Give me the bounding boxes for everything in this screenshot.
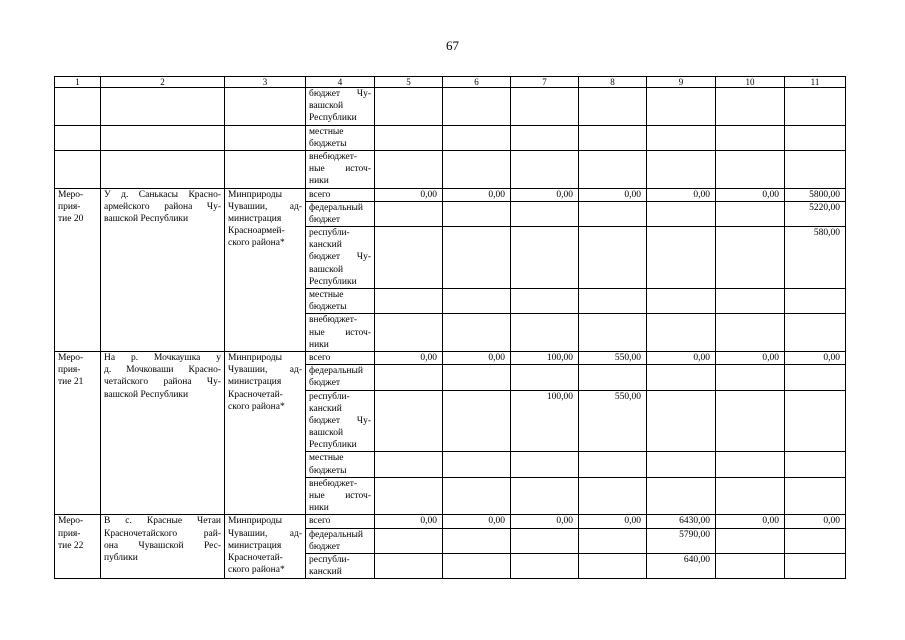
cell-line: бюджет Чу- (309, 89, 371, 99)
cell-line: вашской (309, 101, 344, 112)
column-number: 6 (443, 77, 511, 88)
amount-cell (375, 227, 443, 289)
amount-cell (579, 528, 647, 553)
amount-cell (785, 477, 846, 515)
amount-cell: 0,00 (375, 351, 443, 364)
column-number: 8 (579, 77, 647, 88)
cell-line: четайского района Чу- (104, 377, 221, 388)
header-row (55, 77, 846, 88)
empty-cell (785, 125, 846, 150)
amount-cell (443, 201, 511, 226)
amount-cell (716, 314, 785, 352)
amount-cell (375, 477, 443, 515)
amount-cell (443, 314, 511, 352)
cell-line: прия- (58, 528, 81, 539)
cell-line: Чувашии, ад- (228, 365, 302, 376)
cell-line: внебюджет- (309, 151, 358, 162)
cell-line: федеральный (309, 202, 363, 213)
financing-table (54, 76, 846, 579)
cell-line: Республики (309, 276, 357, 287)
amount-cell (579, 553, 647, 578)
amount-cell: 0,00 (443, 188, 511, 201)
amount-cell (443, 553, 511, 578)
amount-cell: 0,00 (785, 515, 846, 528)
cell-line: На р. Мочкаушка у (104, 352, 221, 363)
amount-cell (716, 477, 785, 515)
amount-cell (511, 314, 579, 352)
amount-cell (785, 365, 846, 390)
empty-cell (716, 125, 785, 150)
column-number: 11 (785, 77, 846, 88)
cell-line: ники (309, 176, 329, 187)
amount-cell (511, 365, 579, 390)
amount-cell (443, 365, 511, 390)
empty-cell (375, 125, 443, 150)
column-number: 3 (225, 77, 306, 88)
cell-line: ные источ- (309, 491, 371, 502)
column-number: 7 (511, 77, 579, 88)
cell-line: В с. Красные Четаи (104, 516, 221, 527)
cell-line: прия- (58, 201, 81, 212)
amount-cell (579, 314, 647, 352)
cell-line: бюджет (309, 378, 341, 389)
column-number: 2 (101, 77, 225, 88)
amount-cell: 5790,00 (647, 528, 716, 553)
empty-cell (647, 125, 716, 150)
amount-cell: 0,00 (375, 188, 443, 201)
amount-cell (579, 227, 647, 289)
cell-line: Минприроды (228, 189, 282, 200)
cell-line: Республики (309, 440, 357, 451)
amount-cell (785, 528, 846, 553)
amount-cell (647, 314, 716, 352)
amount-cell: 0,00 (647, 351, 716, 364)
amount-cell (647, 227, 716, 289)
cell-line: ники (309, 503, 329, 514)
cell-line: Красночетай- (228, 389, 283, 400)
cell-line: министрация (228, 540, 282, 551)
amount-cell: 6430,00 (647, 515, 716, 528)
empty-cell (716, 88, 785, 126)
measure-name-cell (55, 351, 101, 514)
amount-cell (579, 201, 647, 226)
amount-cell (375, 528, 443, 553)
amount-cell (443, 452, 511, 477)
cell-line: бюджет Чу- (309, 415, 371, 426)
funding-source-cell (306, 88, 375, 126)
cell-line: всего (309, 352, 331, 363)
amount-cell (716, 390, 785, 452)
empty-cell (579, 125, 647, 150)
cell-line: Чувашии, ад- (228, 528, 302, 539)
cell-line: республи- (309, 228, 350, 239)
measure-name-cell (55, 188, 101, 351)
amount-cell: 0,00 (579, 515, 647, 528)
column-number: 9 (647, 77, 716, 88)
cell-line: ского района* (228, 565, 285, 576)
cell-line: канский (309, 403, 342, 414)
amount-cell: 5220,00 (785, 201, 846, 226)
funding-source-cell (306, 365, 375, 390)
cell-line: вашской (309, 428, 344, 439)
funding-source-cell (306, 150, 375, 188)
cell-line: тие 20 (58, 213, 84, 224)
amount-cell (511, 289, 579, 314)
cell-line: Меро- (58, 516, 84, 527)
empty-cell (785, 88, 846, 126)
cell-line: внебюджет- (309, 315, 358, 326)
measure-object-cell (101, 515, 225, 579)
cell-line: ные источ- (309, 164, 371, 175)
cell-line: ского района* (228, 238, 285, 249)
empty-cell (443, 88, 511, 126)
measure-executor-cell (225, 515, 306, 579)
amount-cell: 0,00 (511, 515, 579, 528)
empty-cell (785, 150, 846, 188)
cell-line: тие 22 (58, 540, 84, 551)
amount-cell: 0,00 (511, 188, 579, 201)
amount-cell: 0,00 (579, 188, 647, 201)
cell-line: бюджет (309, 541, 341, 552)
funding-source-cell (306, 227, 375, 289)
cell-line: федеральный (309, 366, 363, 377)
amount-cell (511, 201, 579, 226)
cell-line: публики (104, 552, 138, 563)
cell-line: бюджеты (309, 138, 347, 149)
cell-line: бюджеты (309, 465, 347, 476)
amount-cell (375, 201, 443, 226)
amount-cell (375, 452, 443, 477)
amount-cell (785, 553, 846, 578)
measure-object-cell (101, 351, 225, 514)
amount-cell: 100,00 (511, 390, 579, 452)
cell-line: У д. Санькасы Красно- (104, 189, 221, 200)
empty-cell (647, 88, 716, 126)
amount-cell (785, 452, 846, 477)
cell-line: она Чувашской Рес- (104, 540, 221, 551)
table-row (55, 125, 846, 150)
amount-cell: 580,00 (785, 227, 846, 289)
amount-cell: 5800,00 (785, 188, 846, 201)
funding-source-cell (306, 528, 375, 553)
amount-cell: 0,00 (716, 188, 785, 201)
empty-cell (101, 125, 225, 150)
amount-cell (716, 365, 785, 390)
amount-cell (716, 528, 785, 553)
column-number: 4 (306, 77, 375, 88)
cell-line: бюджеты (309, 302, 347, 313)
empty-cell (511, 150, 579, 188)
amount-cell (785, 314, 846, 352)
cell-line: местные (309, 453, 344, 464)
cell-line: федеральный (309, 529, 363, 540)
empty-cell (225, 150, 306, 188)
cell-line: вашской (309, 264, 344, 275)
cell-line: прия- (58, 365, 81, 376)
table-row (55, 88, 846, 126)
measure-name-cell (55, 515, 101, 579)
empty-cell (375, 150, 443, 188)
funding-source-cell (306, 390, 375, 452)
amount-cell (647, 452, 716, 477)
column-number: 5 (375, 77, 443, 88)
cell-line: Красночетай- (228, 552, 283, 563)
amount-cell (785, 390, 846, 452)
table-row (55, 150, 846, 188)
cell-line: внебюджет- (309, 478, 358, 489)
amount-cell: 100,00 (511, 351, 579, 364)
empty-cell (647, 150, 716, 188)
amount-cell (375, 553, 443, 578)
amount-cell (579, 477, 647, 515)
funding-source-cell (306, 188, 375, 201)
table-body (55, 77, 846, 579)
cell-line: Меро- (58, 189, 84, 200)
empty-cell (511, 88, 579, 126)
page-number: 67 (446, 38, 459, 53)
funding-source-cell (306, 553, 375, 578)
empty-cell (101, 88, 225, 126)
empty-cell (375, 88, 443, 126)
cell-line: бюджет Чу- (309, 252, 371, 263)
funding-source-cell (306, 515, 375, 528)
amount-cell: 550,00 (579, 351, 647, 364)
amount-cell: 0,00 (785, 351, 846, 364)
cell-line: д. Мочковаши Красно- (104, 365, 221, 376)
amount-cell (443, 477, 511, 515)
amount-cell (647, 477, 716, 515)
table-row (55, 188, 846, 201)
column-number: 1 (55, 77, 101, 88)
amount-cell (511, 477, 579, 515)
cell-line: Красночетайского рай- (104, 528, 221, 539)
amount-cell: 0,00 (716, 515, 785, 528)
cell-line: местные (309, 126, 344, 137)
amount-cell: 0,00 (647, 188, 716, 201)
amount-cell (647, 390, 716, 452)
cell-line: бюджет (309, 214, 341, 225)
empty-cell (225, 125, 306, 150)
amount-cell: 0,00 (375, 515, 443, 528)
amount-cell (579, 365, 647, 390)
cell-line: канский (309, 567, 342, 578)
cell-line: вашской Республики (104, 389, 189, 400)
empty-cell (225, 88, 306, 126)
amount-cell (716, 553, 785, 578)
funding-source-cell (306, 201, 375, 226)
amount-cell (511, 227, 579, 289)
cell-line: Меро- (58, 352, 84, 363)
cell-line: всего (309, 189, 331, 200)
cell-line: канский (309, 240, 342, 251)
amount-cell (785, 289, 846, 314)
empty-cell (443, 150, 511, 188)
amount-cell (375, 289, 443, 314)
cell-line: Красноармей- (228, 226, 285, 237)
funding-source-cell (306, 452, 375, 477)
empty-cell (443, 125, 511, 150)
amount-cell (443, 390, 511, 452)
amount-cell (716, 201, 785, 226)
empty-cell (101, 150, 225, 188)
funding-source-cell (306, 314, 375, 352)
amount-cell (716, 227, 785, 289)
amount-cell (443, 528, 511, 553)
amount-cell (716, 289, 785, 314)
empty-cell (55, 125, 101, 150)
table-row (55, 515, 846, 528)
cell-line: ского района* (228, 401, 285, 412)
cell-line: тие 21 (58, 377, 84, 388)
amount-cell (511, 553, 579, 578)
empty-cell (55, 150, 101, 188)
empty-cell (579, 150, 647, 188)
amount-cell (375, 314, 443, 352)
empty-cell (511, 125, 579, 150)
funding-source-cell (306, 351, 375, 364)
amount-cell (647, 289, 716, 314)
funding-source-cell (306, 289, 375, 314)
empty-cell (55, 88, 101, 126)
cell-line: Минприроды (228, 352, 282, 363)
cell-line: Минприроды (228, 516, 282, 527)
empty-cell (579, 88, 647, 126)
amount-cell (511, 452, 579, 477)
amount-cell (443, 289, 511, 314)
cell-line: ники (309, 339, 329, 350)
amount-cell (375, 365, 443, 390)
cell-line: республи- (309, 554, 350, 565)
cell-line: ные источ- (309, 327, 371, 338)
cell-line: министрация (228, 213, 282, 224)
column-number: 10 (716, 77, 785, 88)
amount-cell (647, 201, 716, 226)
amount-cell (511, 528, 579, 553)
amount-cell (443, 227, 511, 289)
cell-line: Чувашии, ад- (228, 201, 302, 212)
amount-cell (375, 390, 443, 452)
funding-source-cell (306, 125, 375, 150)
measure-object-cell (101, 188, 225, 351)
amount-cell: 0,00 (443, 515, 511, 528)
table-row (55, 351, 846, 364)
amount-cell (647, 365, 716, 390)
measure-executor-cell (225, 188, 306, 351)
cell-line: местные (309, 290, 344, 301)
amount-cell (579, 289, 647, 314)
cell-line: всего (309, 516, 331, 527)
empty-cell (716, 150, 785, 188)
amount-cell: 640,00 (647, 553, 716, 578)
cell-line: вашской Республики (104, 213, 189, 224)
amount-cell (716, 452, 785, 477)
cell-line: министрация (228, 377, 282, 388)
amount-cell: 0,00 (443, 351, 511, 364)
amount-cell: 550,00 (579, 390, 647, 452)
measure-executor-cell (225, 351, 306, 514)
cell-line: армейского района Чу- (104, 201, 221, 212)
cell-line: республи- (309, 391, 350, 402)
funding-source-cell (306, 477, 375, 515)
amount-cell: 0,00 (716, 351, 785, 364)
amount-cell (579, 452, 647, 477)
cell-line: Республики (309, 113, 357, 124)
